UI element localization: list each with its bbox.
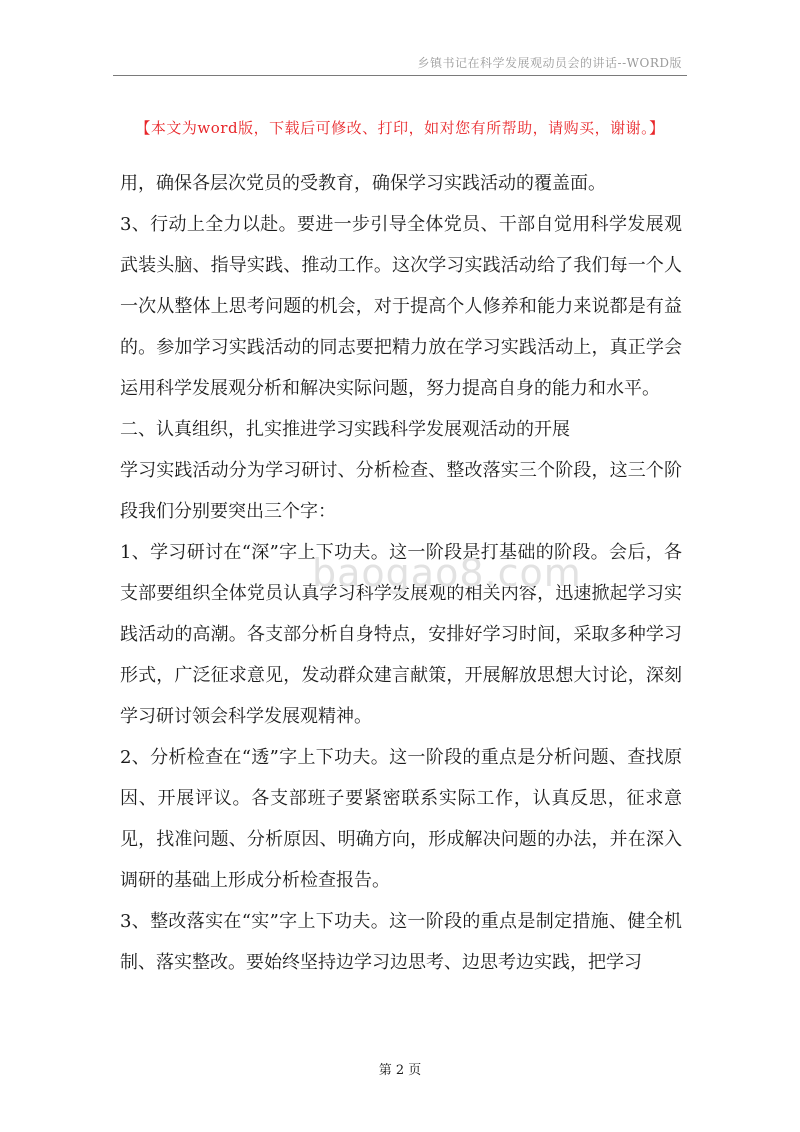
body-paragraph: 3、整改落实在“实”字上下功夫。这一阶段的重点是制定措施、健全机制、落实整改。要始终坚持边学习边思考、边思考边实践，把学习 [120,911,682,973]
body-paragraph: 用，确保各层次党员的受教育，确保学习实践活动的覆盖面。 [120,173,606,194]
page-number: 第 2 页 [378,1063,422,1078]
section-heading: 二、认真组织，扎实推进学习实践科学发展观活动的开展 [120,419,570,440]
header-divider [113,75,687,76]
document-header-title: 乡镇书记在科学发展观动员会的讲话--WORD版 [417,56,682,70]
watermark: baogao8.com [312,551,582,595]
body-paragraph: 1、学习研讨在“深”字上下功夫。这一阶段是打基础的阶段。会后，各支部要组织全体党员认真学习科学发展观的相关内容，迅速掀起学习实践活动的高潮。各支部分析自身特点，安排好学习时间，采取多种学习形式，广泛征求意见，发动群众建言献策，开展解放思想大讨论，深刻学习研讨领会科学发展观精神。 [120,542,682,727]
purchase-notice: 【本文为word版，下载后可修改、打印，如对您有所帮助，请购买，谢谢。】 [135,119,665,137]
body-paragraph: 学习实践活动分为学习研讨、分析检查、整改落实三个阶段，这三个阶段我们分别要突出三个字： [120,460,682,522]
document-body [120,163,682,983]
body-paragraph: 3、行动上全力以赴。要进一步引导全体党员、干部自觉用科学发展观武装头脑、指导实践、推动工作。这次学习实践活动给了我们每一个人一次从整体上思考问题的机会，对于提高个人修养和能力来说都是有益的。参加学习实践活动的同志要把精力放在学习实践活动上，真正学会运用科学发展观分析和解决实际问题，努力提高自身的能力和水平。 [120,214,682,399]
body-paragraph: 2、分析检查在“透”字上下功夫。这一阶段的重点是分析问题、查找原因、开展评议。各支部班子要紧密联系实际工作，认真反思，征求意见，找准问题、分析原因、明确方向，形成解决问题的办法，并在深入调研的基础上形成分析检查报告。 [120,747,682,891]
